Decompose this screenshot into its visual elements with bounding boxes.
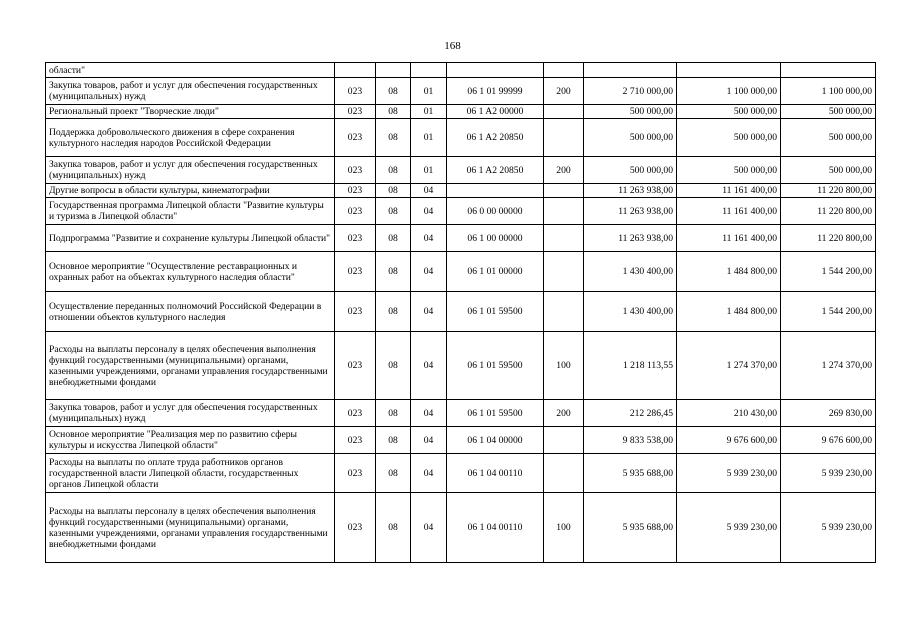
- expense-kind-code: [544, 427, 584, 454]
- target-article-code: 06 1 A2 20850: [447, 119, 544, 157]
- target-article-code: 06 1 01 59500: [447, 400, 544, 427]
- amount-year-2: 11 161 400,00: [677, 198, 781, 225]
- amount-year-1: 11 263 938,00: [584, 184, 677, 198]
- amount-year-3: 11 220 800,00: [781, 225, 876, 252]
- page-number: 168: [444, 40, 461, 52]
- table-row: [46, 63, 876, 78]
- row-name: Осуществление переданных полномочий Российской Федерации в отношении объектов культурного наследия: [46, 292, 335, 332]
- row-name: Расходы на выплаты персоналу в целях обеспечения выполнения функций государственными (муниципальными) органами, казенными учреждениями, органами управления государственными внебюджетными фондами: [46, 332, 335, 400]
- target-article-code: [447, 184, 544, 198]
- target-article-code: 06 1 01 99999: [447, 78, 544, 105]
- table-row: [46, 78, 876, 105]
- section-code: 08: [376, 198, 411, 225]
- section-code: 08: [376, 427, 411, 454]
- section-code: 08: [376, 225, 411, 252]
- amount-year-1: 500 000,00: [584, 157, 677, 184]
- expense-kind-code: [544, 292, 584, 332]
- subsection-code: 04: [411, 400, 447, 427]
- ministry-code: 023: [335, 105, 376, 119]
- subsection-code: 04: [411, 184, 447, 198]
- expense-kind-code: [544, 184, 584, 198]
- row-name: Поддержка добровольческого движения в сфере сохранения культурного наследия народов Российской Федерации: [46, 119, 335, 157]
- amount-year-1: 500 000,00: [584, 119, 677, 157]
- amount-year-3: 500 000,00: [781, 157, 876, 184]
- ministry-code: 023: [335, 252, 376, 292]
- amount-year-1: 1 430 400,00: [584, 292, 677, 332]
- amount-year-3: 5 939 230,00: [781, 454, 876, 493]
- subsection-code: 04: [411, 252, 447, 292]
- section-code: 08: [376, 332, 411, 400]
- expense-kind-code: 100: [544, 332, 584, 400]
- section-code: 08: [376, 119, 411, 157]
- subsection-code: 01: [411, 157, 447, 184]
- amount-year-3: 5 939 230,00: [781, 493, 876, 563]
- section-code: 08: [376, 400, 411, 427]
- expense-kind-code: 200: [544, 78, 584, 105]
- amount-year-1: 1 218 113,55: [584, 332, 677, 400]
- subsection-code: 01: [411, 119, 447, 157]
- amount-year-1: 11 263 938,00: [584, 198, 677, 225]
- row-name: Региональный проект "Творческие люди": [46, 105, 335, 119]
- amount-year-2: 500 000,00: [677, 119, 781, 157]
- subsection-code: [411, 63, 447, 78]
- table-body: [46, 63, 876, 563]
- target-article-code: 06 1 00 00000: [447, 225, 544, 252]
- ministry-code: 023: [335, 292, 376, 332]
- section-code: 08: [376, 78, 411, 105]
- target-article-code: 06 1 04 00110: [447, 493, 544, 563]
- target-article-code: 06 1 04 00110: [447, 454, 544, 493]
- target-article-code: 06 1 01 00000: [447, 252, 544, 292]
- amount-year-1: 2 710 000,00: [584, 78, 677, 105]
- expense-kind-code: 200: [544, 400, 584, 427]
- target-article-code: 06 1 A2 20850: [447, 157, 544, 184]
- table-row: [46, 252, 876, 292]
- subsection-code: 04: [411, 225, 447, 252]
- amount-year-3: 500 000,00: [781, 119, 876, 157]
- table-row: [46, 427, 876, 454]
- table-row: [46, 454, 876, 493]
- expense-kind-code: [544, 225, 584, 252]
- subsection-code: 04: [411, 454, 447, 493]
- expense-kind-code: 200: [544, 157, 584, 184]
- row-name: Государственная программа Липецкой области "Развитие культуры и туризма в Липецкой области": [46, 198, 335, 225]
- amount-year-2: 210 430,00: [677, 400, 781, 427]
- table-row: [46, 400, 876, 427]
- target-article-code: 06 1 01 59500: [447, 292, 544, 332]
- ministry-code: 023: [335, 400, 376, 427]
- target-article-code: 06 0 00 00000: [447, 198, 544, 225]
- row-name: Основное мероприятие "Реализация мер по развитию сферы культуры и искусства Липецкой области": [46, 427, 335, 454]
- row-name: Закупка товаров, работ и услуг для обеспечения государственных (муниципальных) нужд: [46, 400, 335, 427]
- amount-year-2: 5 939 230,00: [677, 493, 781, 563]
- row-name: Расходы на выплаты по оплате труда работников органов государственной власти Липецкой области, государственных органов Липецкой области: [46, 454, 335, 493]
- ministry-code: 023: [335, 427, 376, 454]
- table-row: [46, 105, 876, 119]
- subsection-code: 04: [411, 493, 447, 563]
- amount-year-3: 1 100 000,00: [781, 78, 876, 105]
- section-code: 08: [376, 493, 411, 563]
- table-row: [46, 198, 876, 225]
- ministry-code: [335, 63, 376, 78]
- target-article-code: 06 1 A2 00000: [447, 105, 544, 119]
- row-name: Расходы на выплаты персоналу в целях обеспечения выполнения функций государственными (муниципальными) органами, казенными учреждениями, органами управления государственными внебюджетными фондами: [46, 493, 335, 563]
- amount-year-1: 212 286,45: [584, 400, 677, 427]
- subsection-code: 04: [411, 292, 447, 332]
- amount-year-2: 500 000,00: [677, 157, 781, 184]
- amount-year-1: [584, 63, 677, 78]
- table-row: [46, 292, 876, 332]
- amount-year-2: 1 484 800,00: [677, 292, 781, 332]
- target-article-code: 06 1 01 59500: [447, 332, 544, 400]
- expense-kind-code: [544, 63, 584, 78]
- subsection-code: 04: [411, 332, 447, 400]
- amount-year-3: 269 830,00: [781, 400, 876, 427]
- amount-year-1: 500 000,00: [584, 105, 677, 119]
- amount-year-2: [677, 63, 781, 78]
- row-name: области": [46, 63, 335, 78]
- budget-table: [45, 62, 876, 563]
- table-row: [46, 157, 876, 184]
- amount-year-3: 1 544 200,00: [781, 292, 876, 332]
- table-row: [46, 225, 876, 252]
- section-code: 08: [376, 252, 411, 292]
- amount-year-2: 11 161 400,00: [677, 184, 781, 198]
- table-row: [46, 332, 876, 400]
- ministry-code: 023: [335, 78, 376, 105]
- ministry-code: 023: [335, 225, 376, 252]
- ministry-code: 023: [335, 157, 376, 184]
- table-row: [46, 184, 876, 198]
- amount-year-2: 11 161 400,00: [677, 225, 781, 252]
- section-code: 08: [376, 184, 411, 198]
- subsection-code: 01: [411, 105, 447, 119]
- row-name: Подпрограмма "Развитие и сохранение культуры Липецкой области": [46, 225, 335, 252]
- section-code: 08: [376, 292, 411, 332]
- expense-kind-code: 100: [544, 493, 584, 563]
- table-row: [46, 119, 876, 157]
- amount-year-3: 11 220 800,00: [781, 198, 876, 225]
- ministry-code: 023: [335, 184, 376, 198]
- subsection-code: 04: [411, 427, 447, 454]
- amount-year-2: 1 274 370,00: [677, 332, 781, 400]
- expense-kind-code: [544, 119, 584, 157]
- row-name: Другие вопросы в области культуры, кинематографии: [46, 184, 335, 198]
- row-name: Закупка товаров, работ и услуг для обеспечения государственных (муниципальных) нужд: [46, 78, 335, 105]
- expense-kind-code: [544, 105, 584, 119]
- amount-year-1: 11 263 938,00: [584, 225, 677, 252]
- amount-year-3: 1 274 370,00: [781, 332, 876, 400]
- amount-year-2: 9 676 600,00: [677, 427, 781, 454]
- amount-year-3: [781, 63, 876, 78]
- expense-kind-code: [544, 252, 584, 292]
- ministry-code: 023: [335, 198, 376, 225]
- target-article-code: 06 1 04 00000: [447, 427, 544, 454]
- amount-year-3: 500 000,00: [781, 105, 876, 119]
- row-name: Основное мероприятие "Осуществление реставрационных и охранных работ на объектах культурного наследия области": [46, 252, 335, 292]
- section-code: [376, 63, 411, 78]
- subsection-code: 04: [411, 198, 447, 225]
- amount-year-1: 5 935 688,00: [584, 493, 677, 563]
- amount-year-3: 9 676 600,00: [781, 427, 876, 454]
- table-row: [46, 493, 876, 563]
- amount-year-3: 11 220 800,00: [781, 184, 876, 198]
- section-code: 08: [376, 105, 411, 119]
- expense-kind-code: [544, 454, 584, 493]
- row-name: Закупка товаров, работ и услуг для обеспечения государственных (муниципальных) нужд: [46, 157, 335, 184]
- amount-year-2: 1 100 000,00: [677, 78, 781, 105]
- amount-year-2: 1 484 800,00: [677, 252, 781, 292]
- section-code: 08: [376, 454, 411, 493]
- subsection-code: 01: [411, 78, 447, 105]
- ministry-code: 023: [335, 454, 376, 493]
- ministry-code: 023: [335, 332, 376, 400]
- amount-year-1: 5 935 688,00: [584, 454, 677, 493]
- amount-year-3: 1 544 200,00: [781, 252, 876, 292]
- amount-year-2: 500 000,00: [677, 105, 781, 119]
- amount-year-1: 1 430 400,00: [584, 252, 677, 292]
- amount-year-1: 9 833 538,00: [584, 427, 677, 454]
- ministry-code: 023: [335, 493, 376, 563]
- section-code: 08: [376, 157, 411, 184]
- amount-year-2: 5 939 230,00: [677, 454, 781, 493]
- target-article-code: [447, 63, 544, 78]
- ministry-code: 023: [335, 119, 376, 157]
- expense-kind-code: [544, 198, 584, 225]
